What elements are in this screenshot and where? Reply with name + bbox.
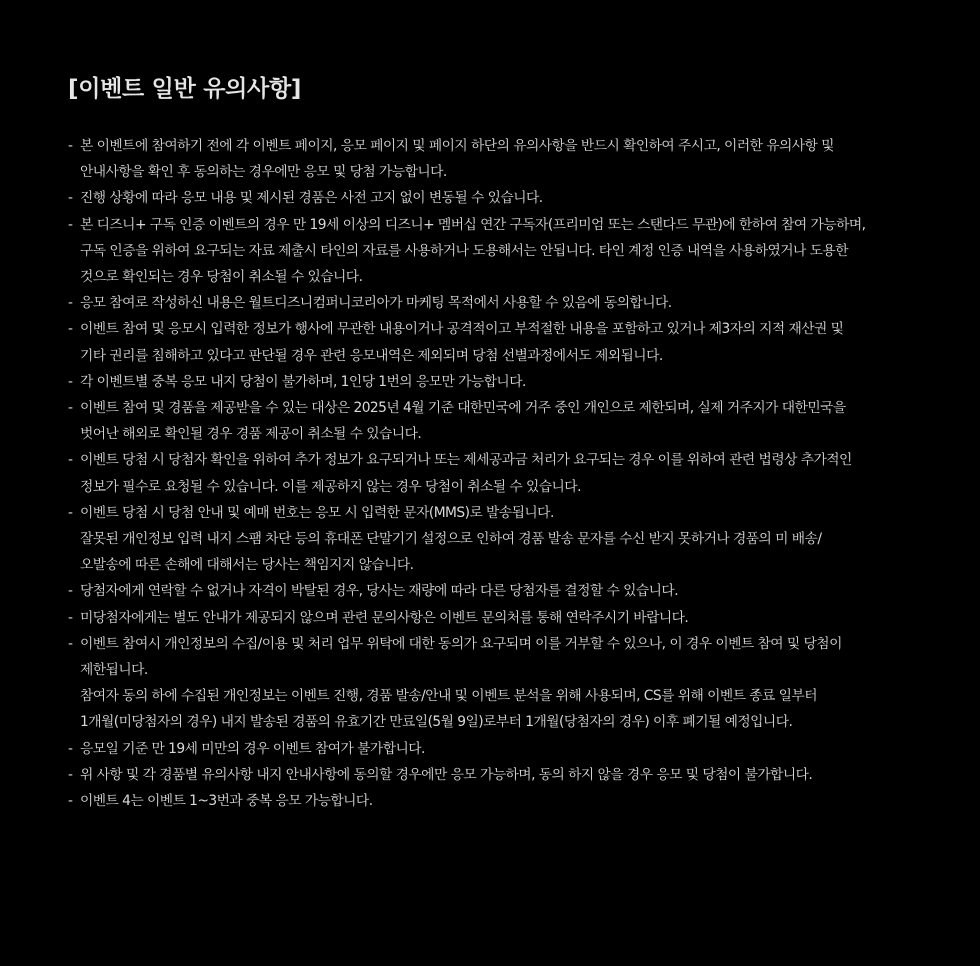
notice-item-line: - 이벤트 4는 이벤트 1~3번과 중복 응모 가능합니다. [68,788,940,814]
notice-item-line: 것으로 확인되는 경우 당첨이 취소될 수 있습니다. [80,269,363,286]
notice-item [68,788,940,814]
notice-item-line: - 이벤트 참여시 개인정보의 수집/이용 및 처리 업무 위탁에 대한 동의가 요구되며 이를 거부할 수 있으나, 이 경우 이벤트 참여 및 당첨이 [68,631,940,657]
notice-item [68,185,940,211]
notice-item-line: 정보가 필수로 요청될 수 있습니다. 이를 제공하지 않는 경우 당첨이 취소될 수 있습니다. [80,478,581,495]
notice-item-line: 잘못된 개인정보 입력 내지 스팸 차단 등의 휴대폰 단말기기 설정으로 인하여 경품 발송 문자를 수신 받지 못하거나 경품의 미 배송/ [80,531,822,548]
notice-item-line: - 이벤트 참여 및 경품을 제공받을 수 있는 대상은 2025년 4월 기준 대한민국에 거주 중인 개인으로 제한되며, 실제 거주지가 대한민국을 [68,395,940,421]
notice-item [68,316,940,368]
notice-item-line: - 응모일 기준 만 19세 미만의 경우 이벤트 참여가 불가합니다. [68,736,940,762]
notice-item [68,736,940,762]
notice-item [68,631,940,736]
notice-item-line: - 응모 참여로 작성하신 내용은 월트디즈니컴퍼니코리아가 마케팅 목적에서 사용할 수 있음에 동의합니다. [68,290,940,316]
notice-item-line: 1개월(미당첨자의 경우) 내지 발송된 경품의 유효기간 만료일(5월 9일)로부터 1개월(당첨자의 경우) 이후 폐기될 예정입니다. [80,714,793,731]
notice-item [68,447,940,499]
notice-item-line: 구독 인증을 위하여 요구되는 자료 제출시 타인의 자료를 사용하거나 도용해서는 안됩니다. 타인 계정 인증 내역을 사용하였거나 도용한 [80,242,848,259]
notice-item-line: 벗어난 해외로 확인될 경우 경품 제공이 취소될 수 있습니다. [80,426,422,443]
notice-item [68,369,940,395]
notice-item-line: 안내사항을 확인 후 동의하는 경우에만 응모 및 당첨 가능합니다. [80,164,447,181]
notice-item [68,605,940,631]
notice-item-line: - 미당첨자에게는 별도 안내가 제공되지 않으며 관련 문의사항은 이벤트 문의처를 통해 연락주시기 바랍니다. [68,605,940,631]
notice-item-line: 기타 권리를 침해하고 있다고 판단될 경우 관련 응모내역은 제외되며 당첨 선별과정에서도 제외됩니다. [80,347,663,364]
notice-item-line: - 이벤트 참여 및 응모시 입력한 정보가 행사에 무관한 내용이거나 공격적이고 부적절한 내용을 포함하고 있거나 제3자의 지적 재산권 및 [68,316,940,342]
notice-item-line: 제한됩니다. [80,662,148,679]
notice-item-line: 참여자 동의 하에 수집된 개인정보는 이벤트 진행, 경품 발송/안내 및 이벤트 분석을 위해 사용되며, CS를 위해 이벤트 종료 일부터 [80,688,817,705]
notice-item [68,500,940,579]
notice-item-line: - 이벤트 당첨 시 당첨자 확인을 위하여 추가 정보가 요구되거나 또는 제세공과금 처리가 요구되는 경우 이를 위하여 관련 법령상 추가적인 [68,447,940,473]
notice-title: [이벤트 일반 유의사항] [68,76,302,102]
notice-list [68,133,940,814]
notice-item [68,395,940,447]
notice-item-line: - 본 이벤트에 참여하기 전에 각 이벤트 페이지, 응모 페이지 및 페이지 하단의 유의사항을 반드시 확인하여 주시고, 이러한 유의사항 및 [68,133,940,159]
notice-item-line: - 위 사항 및 각 경품별 유의사항 내지 안내사항에 동의할 경우에만 응모 가능하며, 동의 하지 않을 경우 응모 및 당첨이 불가합니다. [68,762,940,788]
notice-item [68,578,940,604]
notice-item [68,290,940,316]
notice-item-line: - 진행 상황에 따라 응모 내용 및 제시된 경품은 사전 고지 없이 변동될 수 있습니다. [68,185,940,211]
notice-item [68,133,940,185]
notice-item-line: - 각 이벤트별 중복 응모 내지 당첨이 불가하며, 1인당 1번의 응모만 가능합니다. [68,369,940,395]
notice-item-line: - 이벤트 당첨 시 당첨 안내 및 예매 번호는 응모 시 입력한 문자(MMS)로 발송됩니다. [68,500,940,526]
notice-item-line: - 당첨자에게 연락할 수 없거나 자격이 박탈된 경우, 당사는 재량에 따라 다른 당첨자를 결정할 수 있습니다. [68,578,940,604]
notice-item-line: - 본 디즈니+ 구독 인증 이벤트의 경우 만 19세 이상의 디즈니+ 멤버십 연간 구독자(프리미엄 또는 스탠다드 무관)에 한하여 참여 가능하며, [68,212,940,238]
notice-item-line: 오발송에 따른 손해에 대해서는 당사는 책임지지 않습니다. [80,557,414,574]
notice-item [68,762,940,788]
notice-item [68,212,940,291]
